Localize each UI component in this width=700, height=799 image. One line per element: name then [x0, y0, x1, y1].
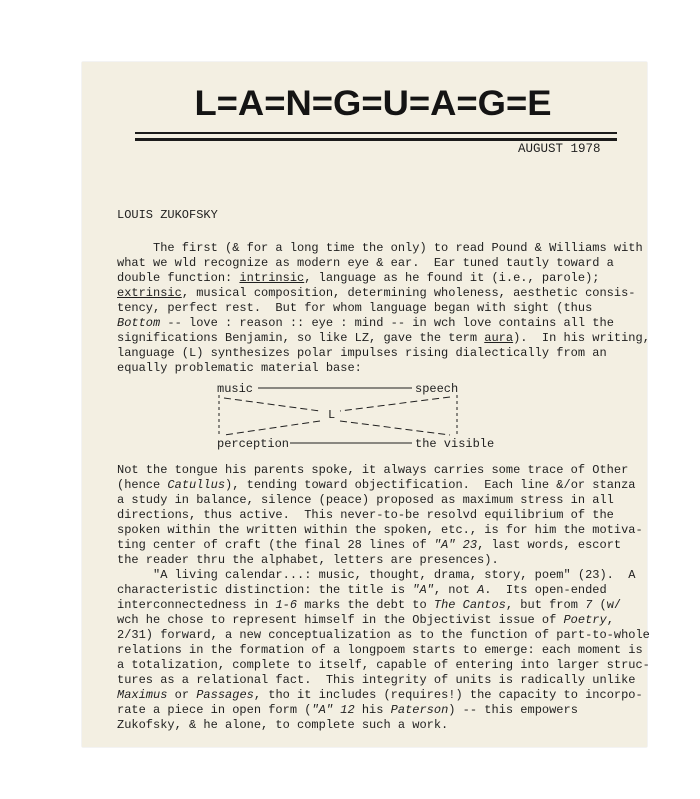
- issue-date: AUGUST 1978: [518, 142, 601, 156]
- text-run: significations Benjamin, so like LZ, gave the term: [117, 331, 485, 345]
- text-line: [117, 553, 650, 568]
- text-line: [117, 598, 650, 613]
- text-run: a study in balance, silence (peace) proposed as maximum stress in all: [117, 493, 614, 507]
- text-run: "A living calendar...: music, thought, drama, story, poem" (23). A: [117, 568, 636, 582]
- underlined-term: intrinsic: [239, 271, 305, 285]
- masthead-rule-bottom: [135, 138, 617, 141]
- text-line: [117, 241, 650, 256]
- text-line: [117, 256, 650, 271]
- text-run: ,: [606, 613, 614, 627]
- text-line: [117, 583, 650, 598]
- italic-term: 7: [585, 598, 593, 612]
- text-line: [117, 316, 650, 331]
- text-run: tures as a relational fact. This integrity of units is radically unlike: [117, 673, 636, 687]
- text-line: [117, 538, 650, 553]
- diagram-label-visible: the visible: [415, 437, 495, 451]
- text-run: , last words, escort: [477, 538, 622, 552]
- diagram-label-music: music: [217, 382, 254, 396]
- text-line: [117, 508, 650, 523]
- text-run: the reader thru the alphabet, letters are presences).: [117, 553, 499, 567]
- diagram-dash-ur: [340, 397, 450, 411]
- italic-term: "A": [412, 583, 434, 597]
- text-run: (hence: [117, 478, 168, 492]
- newsletter-page: [82, 62, 650, 747]
- text-run: , not: [433, 583, 478, 597]
- text-run: wch he chose to represent himself in the Objectivist issue of: [117, 613, 564, 627]
- text-line: [117, 361, 650, 376]
- text-run: relations in the formation of a longpoem starts to emerge: each moment is: [117, 643, 643, 657]
- text-line: [117, 688, 650, 703]
- text-run: marks the debt to: [297, 598, 434, 612]
- text-run: , but from: [505, 598, 586, 612]
- text-line: [117, 613, 650, 628]
- italic-term: "A" 12: [311, 703, 355, 717]
- text-line: [117, 568, 650, 583]
- italic-term: "A" 23: [433, 538, 478, 552]
- italic-term: Catullus: [167, 478, 226, 492]
- text-run: Not the tongue his parents spoke, it always carries some trace of Other: [117, 463, 629, 477]
- italic-term: Paterson: [390, 703, 449, 717]
- text-line: [117, 718, 650, 733]
- text-run: , language as he found it (i.e., parole);: [304, 271, 600, 285]
- masthead-rule-top: [135, 132, 617, 134]
- diagram-dash-ll: [224, 421, 320, 435]
- diagram-dash-ul: [224, 398, 320, 411]
- diagram-label-speech: speech: [415, 382, 459, 396]
- italic-term: Passages: [196, 688, 254, 702]
- paragraph-intro: [117, 241, 650, 376]
- text-line: [117, 301, 650, 316]
- text-run: tency, perfect rest. But for whom language began with sight (thus: [117, 301, 593, 315]
- text-run: ) -- this empowers: [448, 703, 578, 717]
- text-line: [117, 523, 650, 538]
- text-run: interconnectedness in: [117, 598, 276, 612]
- text-line: [117, 346, 650, 361]
- text-run: spoken within the written within the spoken, etc., is for him the motiva-: [117, 523, 643, 537]
- text-run: (w/: [592, 598, 622, 612]
- text-run: . Its open-ended: [484, 583, 607, 597]
- diagram-dash-lr: [340, 421, 450, 435]
- text-run: 2/31) forward, a new conceptualization as to the function of part-to-whole: [117, 628, 650, 642]
- diagram-label-perception: perception: [217, 437, 290, 451]
- text-line: [117, 658, 650, 673]
- text-line: [117, 643, 650, 658]
- text-line: [117, 478, 650, 493]
- italic-term: 1-6: [275, 598, 298, 612]
- text-run: , tho it includes (requires!) the capacity to incorpo-: [253, 688, 643, 702]
- text-line: [117, 286, 650, 301]
- diagram-label-center: L: [328, 408, 336, 422]
- text-line: [117, 331, 650, 346]
- text-line: [117, 703, 650, 718]
- text-run: rate a piece in open form (: [117, 703, 312, 717]
- text-line: [117, 271, 650, 286]
- masthead-title: L=A=N=G=U=A=G=E: [194, 84, 552, 123]
- text-run: directions, thus active. This never-to-be resolvd equilibrium of the: [117, 508, 614, 522]
- text-run: The first (& for a long time the only) to read Pound & Williams with: [117, 241, 643, 255]
- text-run: ting center of craft (the final 28 lines of: [117, 538, 434, 552]
- text-run: ). In his writing,: [513, 331, 650, 345]
- text-line: [117, 463, 650, 478]
- text-run: Zukofsky, & he alone, to complete such a work.: [117, 718, 449, 732]
- text-run: or: [167, 688, 197, 702]
- paragraph-main: [117, 463, 650, 733]
- text-line: [117, 493, 650, 508]
- article-title: LOUIS ZUKOFSKY: [117, 208, 218, 222]
- italic-term: Poetry: [563, 613, 607, 627]
- italic-term: Maximus: [117, 688, 168, 702]
- italic-term: Bottom: [117, 316, 161, 330]
- underlined-term: extrinsic: [117, 286, 182, 300]
- text-run: , musical composition, determining wholeness, aesthetic consis-: [181, 286, 636, 300]
- text-line: [117, 628, 650, 643]
- text-run: -- love : reason :: eye : mind -- in wch love contains all the: [160, 316, 614, 330]
- text-run: what we wld recognize as modern eye & ear. Ear tuned tautly toward a: [117, 256, 614, 270]
- text-run: language (L) synthesizes polar impulses rising dialectically from an: [117, 346, 607, 360]
- italic-term: A: [477, 583, 485, 597]
- text-run: double function:: [117, 271, 240, 285]
- text-run: equally problematic material base:: [117, 361, 362, 375]
- underlined-term: aura: [484, 331, 514, 345]
- text-run: characteristic distinction: the title is: [117, 583, 413, 597]
- text-run: a totalization, complete to itself, capable of entering into larger struc-: [117, 658, 650, 672]
- text-run: ), tending toward objectification. Each line &/or stanza: [225, 478, 636, 492]
- italic-term: The Cantos: [433, 598, 506, 612]
- text-run: his: [354, 703, 391, 717]
- text-line: [117, 673, 650, 688]
